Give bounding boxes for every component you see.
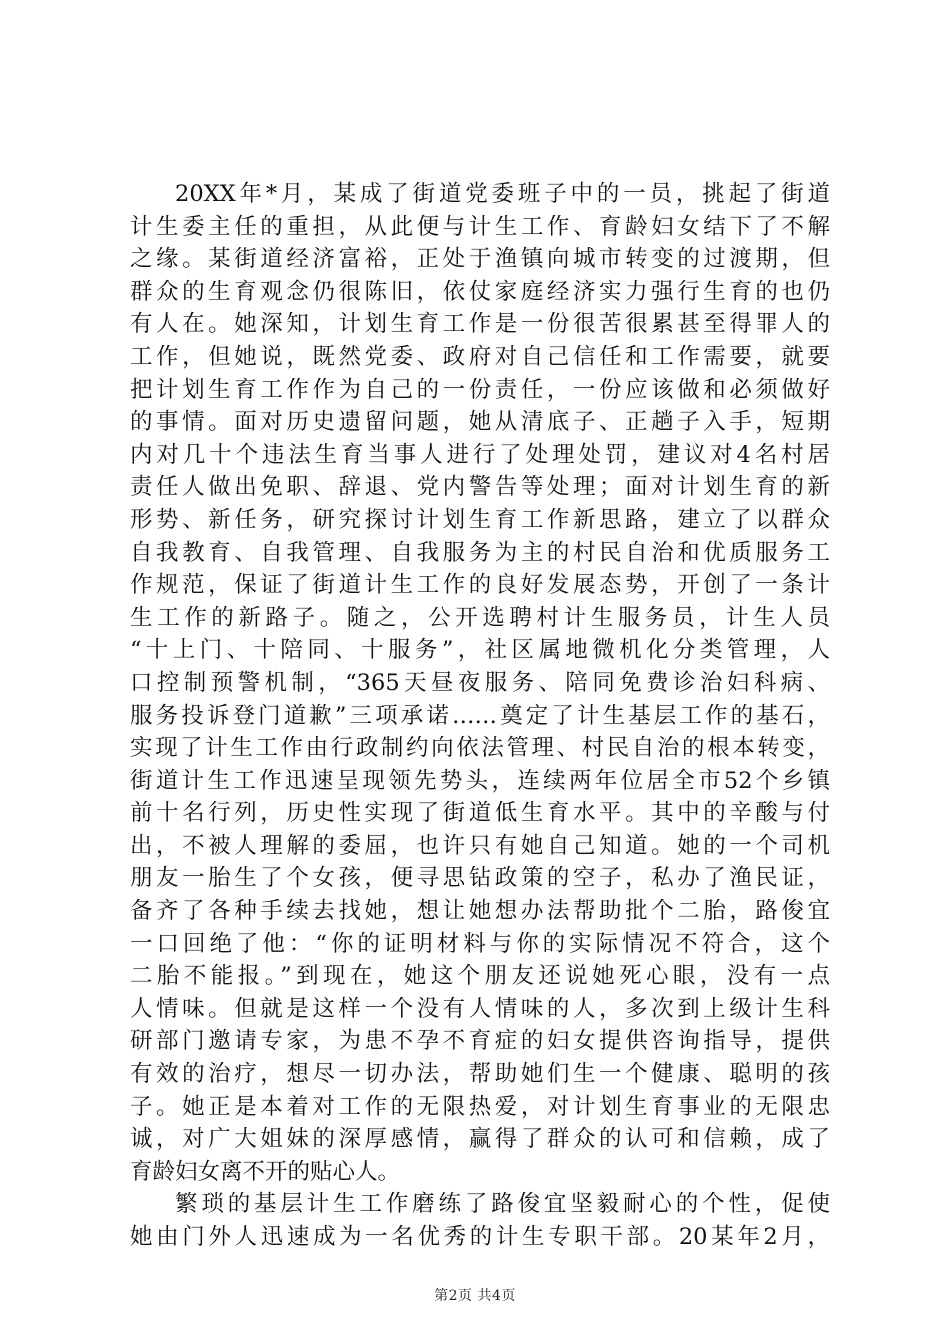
paragraph-1-line-27: 研部门邀请专家，为患不孕不育症的妇女提供咨询指导，提供 [130,1028,830,1055]
paragraph-1-line-12: 自我教育、自我管理、自我服务为主的村民自治和优质服务工 [130,539,830,566]
paragraph-1-line-25: 二胎不能报。”到现在，她这个朋友还说她死心眼，没有一点 [130,963,830,990]
paragraph-1-line-14: 生工作的新路子。随之，公开选聘村计生服务员，计生人员 [130,604,830,631]
paragraph-1-line-20: 前十名行列，历史性实现了街道低生育水平。其中的辛酸与付 [130,800,830,827]
paragraph-1-line-23: 备齐了各种手续去找她，想让她想办法帮助批个二胎，路俊宜 [130,898,830,925]
paragraph-1-line-4: 群众的生育观念仍很陈旧，依仗家庭经济实力强行生育的也仍 [130,278,830,305]
paragraph-1-line-21: 出，不被人理解的委屈，也许只有她自己知道。她的一个司机 [130,832,830,859]
paragraph-1-line-26: 人情味。但就是这样一个没有人情味的人，多次到上级计生科 [130,995,830,1022]
paragraph-1-line-22: 朋友一胎生了个女孩，便寻思钻政策的空子，私办了渔民证， [130,865,830,892]
paragraph-1-line-11: 形势、新任务，研究探讨计划生育工作新思路，建立了以群众 [130,506,830,533]
paragraph-1-line-2: 计生委主任的重担，从此便与计生工作、育龄妇女结下了不解 [130,213,830,240]
paragraph-1-line-16: 口控制预警机制，“365天昼夜服务、陪同免费诊治妇科病、 [130,669,830,696]
paragraph-1-line-24: 一口回绝了他：“你的证明材料与你的实际情况不符合，这个 [130,930,830,957]
paragraph-2-line-2: 她由门外人迅速成为一名优秀的计生专职干部。20某年2月， [130,1224,830,1250]
paragraph-1-line-9: 内对几十个违法生育当事人进行了处理处罚，建议对4名村居 [130,441,830,468]
paragraph-1-line-17: 服务投诉登门道歉”三项承诺……奠定了计生基层工作的基石， [130,702,830,729]
paragraph-2-line-1: 繁琐的基层计生工作磨练了路俊宜坚毅耐心的个性，促使 [175,1191,830,1218]
paragraph-1-line-13: 作规范，保证了街道计生工作的良好发展态势，开创了一条计 [130,572,830,599]
paragraph-1-line-28: 有效的治疗，想尽一切办法，帮助她们生一个健康、聪明的孩 [130,1061,830,1088]
paragraph-1-line-18: 实现了计生工作由行政制约向依法管理、村民自治的根本转变， [130,735,830,762]
paragraph-1-line-19: 街道计生工作迅速呈现领先势头，连续两年位居全市52个乡镇 [130,767,830,794]
page-number-footer: 第2页 共4页 [434,1288,516,1304]
paragraph-1-line-30: 诚，对广大姐妹的深厚感情，赢得了群众的认可和信赖，成了 [130,1126,830,1153]
paragraph-1-line-31: 育龄妇女离不开的贴心人。 [130,1158,401,1185]
paragraph-1-line-5: 有人在。她深知，计划生育工作是一份很苦很累甚至得罪人的 [130,311,830,338]
document-body [130,178,830,1254]
paragraph-1-line-15: “十上门、十陪同、十服务”，社区属地微机化分类管理，人 [130,637,830,664]
paragraph-1-line-3: 之缘。某街道经济富裕，正处于渔镇向城市转变的过渡期，但 [130,246,830,273]
paragraph-1-line-7: 把计划生育工作作为自己的一份责任，一份应该做和必须做好 [130,376,830,403]
paragraph-1-line-10: 责任人做出免职、辞退、党内警告等处理；面对计划生育的新 [130,474,830,501]
paragraph-1-line-1: 20XX年*月，某成了街道党委班子中的一员，挑起了街道 [175,181,830,207]
paragraph-1-line-6: 工作，但她说，既然党委、政府对自己信任和工作需要，就要 [130,343,830,370]
paragraph-1-line-8: 的事情。面对历史遗留问题，她从清底子、正趟子入手，短期 [130,409,830,436]
paragraph-1-line-29: 子。她正是本着对工作的无限热爱，对计划生育事业的无限忠 [130,1093,830,1120]
